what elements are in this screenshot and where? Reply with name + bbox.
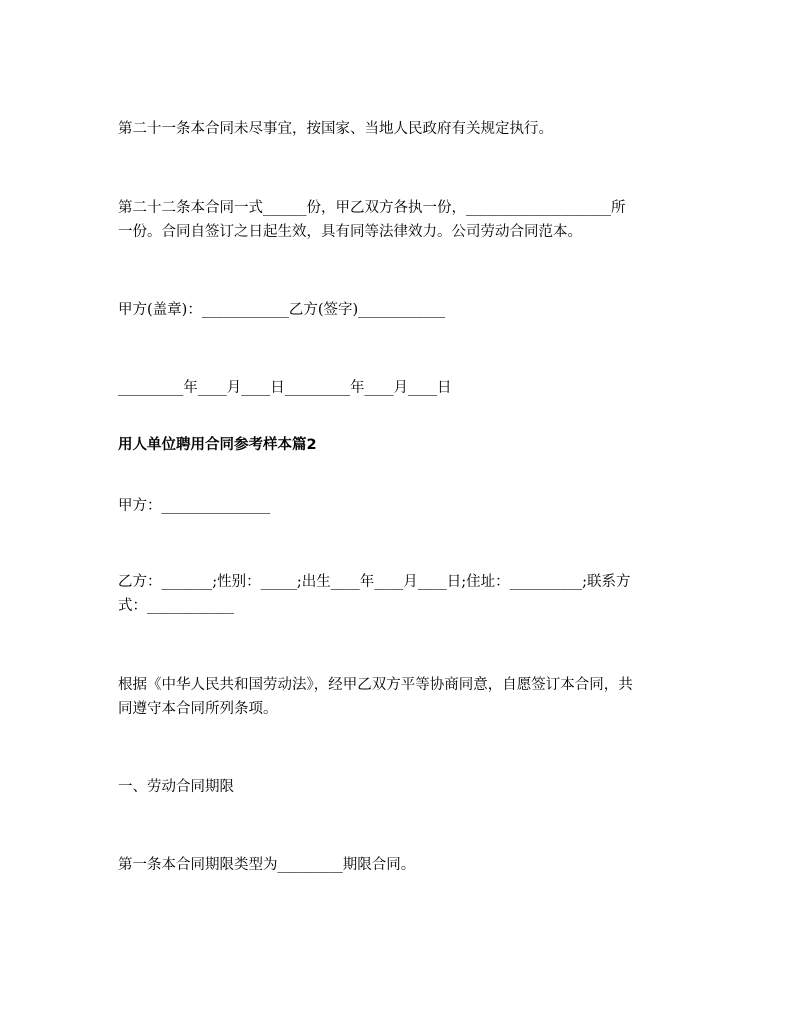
article-1-text: 第一条本合同期限类型为_________期限合同。 bbox=[118, 857, 416, 873]
section-heading: 用人单位聘用合同参考样本篇2 bbox=[118, 437, 317, 453]
signature-line: 甲方(盖章)：____________乙方(签字)____________ bbox=[118, 302, 446, 318]
party-a-line: 甲方：_______________ bbox=[118, 498, 271, 514]
date-line: _________年____月____日_________年____月____日 bbox=[118, 380, 452, 396]
party-b-line1: 乙方：_______;性别：_____;出生____年____月____日;住址：__________;联系方 bbox=[118, 574, 631, 590]
chapter-heading: 一、劳动合同期限 bbox=[118, 779, 234, 795]
article-22-text-line2: 一份。合同自签订之日起生效，具有同等法律效力。公司劳动合同范本。 bbox=[118, 224, 582, 240]
article-21-text: 第二十一条本合同未尽事宜，按国家、当地人民政府有关规定执行。 bbox=[118, 121, 553, 137]
preamble-line2: 同遵守本合同所列条项。 bbox=[118, 701, 278, 717]
party-b-line2: 式：____________ bbox=[118, 598, 234, 614]
preamble-line1: 根据《中华人民共和国劳动法》，经甲乙双方平等协商同意，自愿签订本合同，共 bbox=[118, 677, 633, 693]
article-22-text-line1: 第二十二条本合同一式______份，甲乙双方各执一份，____________________所 bbox=[118, 200, 626, 216]
